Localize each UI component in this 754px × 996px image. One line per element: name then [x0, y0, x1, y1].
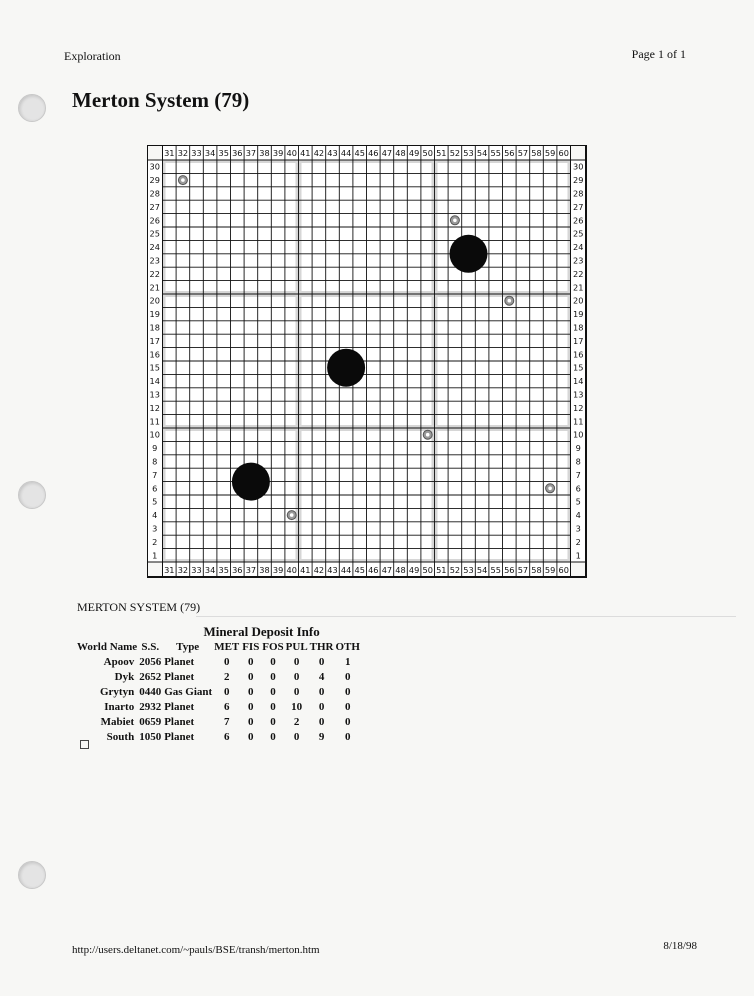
mineral-value-cell: 0: [344, 686, 351, 698]
mineral-value-cell: 0: [248, 671, 254, 683]
x-tick-label-top: 37: [245, 148, 257, 158]
y-tick-label-right: 30: [573, 161, 584, 172]
star-marker: [232, 463, 270, 501]
y-tick-label-right: 3: [575, 523, 581, 534]
divider: [196, 616, 736, 617]
world-type-cell: Planet: [164, 716, 195, 728]
y-tick-label-right: 25: [573, 228, 584, 239]
footer-url[interactable]: http://users.deltanet.com/~pauls/BSE/transh/merton.htm: [72, 944, 320, 956]
x-tick-label-top: 34: [204, 148, 216, 158]
mineral-value-cell: 10: [291, 701, 303, 713]
y-tick-label-right: 23: [573, 255, 584, 266]
star-system-cell: 1050: [139, 731, 162, 743]
y-tick-label-left: 8: [152, 456, 158, 467]
y-tick-label-right: 2: [575, 536, 581, 547]
mineral-value-cell: 0: [318, 656, 325, 668]
star-system-cell: 2932: [139, 701, 162, 713]
mineral-value-cell: 0: [344, 716, 351, 728]
x-tick-label-top: 48: [395, 148, 406, 158]
mineral-value-cell: 0: [270, 716, 276, 728]
y-tick-label-left: 17: [149, 335, 160, 346]
mineral-value-cell: 0: [248, 656, 254, 668]
system-map: [147, 145, 599, 580]
mineral-deposit-table: [76, 624, 361, 745]
x-tick-label-bottom: 36: [232, 565, 243, 575]
y-tick-label-left: 4: [152, 510, 158, 521]
mineral-table-row: [76, 700, 361, 715]
mineral-table-row: [76, 715, 361, 730]
y-tick-label-left: 28: [149, 188, 160, 199]
mineral-value-cell: 0: [248, 716, 254, 728]
star-system-cell: 2056: [139, 656, 162, 668]
y-tick-label-right: 29: [573, 175, 584, 186]
x-tick-label-bottom: 41: [300, 565, 311, 575]
y-tick-label-left: 18: [149, 322, 160, 333]
y-tick-label-right: 17: [573, 335, 584, 346]
mineral-value-cell: 1: [344, 656, 351, 668]
y-tick-label-left: 23: [149, 255, 160, 266]
y-tick-label-right: 20: [573, 295, 584, 306]
x-tick-label-bottom: 54: [476, 565, 488, 575]
x-tick-label-top: 35: [218, 148, 229, 158]
y-tick-label-right: 24: [573, 242, 584, 253]
binder-hole-bottom: [18, 861, 46, 889]
x-tick-label-top: 43: [327, 148, 338, 158]
mineral-value-cell: 0: [270, 731, 276, 743]
x-tick-label-top: 40: [286, 148, 297, 158]
x-tick-label-bottom: 40: [286, 565, 297, 575]
mineral-col-header: FIS: [242, 641, 260, 653]
y-tick-label-left: 25: [149, 228, 160, 239]
x-tick-label-top: 57: [517, 148, 529, 158]
y-tick-label-right: 16: [573, 349, 584, 360]
x-tick-label-top: 60: [558, 148, 569, 158]
y-tick-label-left: 29: [149, 175, 160, 186]
y-tick-label-right: 9: [575, 443, 581, 454]
x-tick-label-bottom: 43: [327, 565, 338, 575]
x-tick-label-bottom: 53: [463, 565, 474, 575]
footer-date: 8/18/98: [663, 940, 697, 952]
world-marker-center: [181, 178, 185, 182]
y-tick-label-left: 21: [149, 282, 160, 293]
mineral-value-cell: 0: [293, 731, 300, 743]
x-tick-label-top: 39: [272, 148, 284, 158]
y-tick-label-right: 5: [575, 496, 581, 507]
mineral-value-cell: 0: [318, 701, 325, 713]
x-tick-label-bottom: 48: [395, 565, 406, 575]
x-tick-label-top: 31: [164, 148, 175, 158]
y-tick-label-left: 20: [149, 295, 160, 306]
x-tick-label-bottom: 33: [191, 565, 202, 575]
world-name-cell: Apoov: [103, 656, 135, 668]
mineral-value-cell: 4: [318, 671, 325, 683]
y-tick-label-left: 19: [149, 309, 160, 320]
y-tick-label-right: 26: [573, 215, 584, 226]
y-tick-label-left: 7: [152, 469, 158, 480]
y-tick-label-right: 14: [573, 376, 584, 387]
mineral-col-header: FOS: [262, 641, 284, 653]
mineral-value-cell: 0: [248, 701, 254, 713]
x-tick-label-bottom: 51: [436, 565, 447, 575]
mineral-value-cell: 0: [270, 701, 276, 713]
y-tick-label-left: 14: [149, 376, 160, 387]
mineral-table-caption-row: [76, 624, 361, 640]
x-tick-label-bottom: 31: [164, 565, 175, 575]
binder-hole-middle: [18, 481, 46, 509]
y-tick-label-left: 3: [152, 523, 158, 534]
mineral-value-cell: 0: [248, 686, 254, 698]
x-tick-label-top: 59: [544, 148, 556, 158]
y-tick-label-right: 28: [573, 188, 584, 199]
y-tick-label-right: 11: [573, 416, 584, 427]
x-tick-label-bottom: 59: [544, 565, 556, 575]
world-marker-center: [548, 487, 552, 491]
page-title: Merton System (79): [72, 88, 250, 112]
x-tick-label-top: 46: [368, 148, 379, 158]
mineral-value-cell: 0: [270, 656, 276, 668]
mineral-value-cell: 0: [293, 671, 300, 683]
y-tick-label-right: 8: [575, 456, 581, 467]
y-tick-label-right: 1: [575, 550, 581, 561]
y-tick-label-right: 27: [573, 201, 584, 212]
y-tick-label-right: 7: [575, 469, 581, 480]
y-tick-label-right: 21: [573, 282, 584, 293]
mineral-col-header: Type: [176, 641, 200, 653]
mineral-value-cell: 0: [318, 716, 325, 728]
mineral-value-cell: 0: [270, 686, 276, 698]
mineral-table-row: [76, 685, 361, 700]
y-tick-label-left: 11: [149, 416, 160, 427]
mineral-value-cell: 6: [223, 731, 230, 743]
world-marker-center: [453, 219, 457, 223]
mineral-col-header: PUL: [285, 641, 308, 653]
world-type-cell: Planet: [164, 671, 195, 683]
y-tick-label-left: 27: [149, 201, 160, 212]
y-tick-label-left: 15: [149, 362, 160, 373]
y-tick-label-left: 12: [149, 402, 160, 413]
star-system-cell: 2652: [139, 671, 162, 683]
world-type-cell: Planet: [164, 701, 195, 713]
mineral-col-header: THR: [309, 641, 334, 653]
x-tick-label-top: 42: [313, 148, 325, 158]
x-tick-label-bottom: 46: [368, 565, 379, 575]
x-tick-label-top: 54: [476, 148, 488, 158]
world-type-cell: Planet: [164, 656, 195, 668]
star-system-cell: 0440: [139, 686, 162, 698]
x-tick-label-top: 36: [232, 148, 243, 158]
mineral-value-cell: 0: [223, 656, 230, 668]
y-tick-label-right: 19: [573, 309, 584, 320]
y-tick-label-left: 13: [149, 389, 160, 400]
world-name-cell: South: [106, 731, 135, 743]
x-tick-label-bottom: 38: [259, 565, 270, 575]
mineral-value-cell: 0: [293, 686, 300, 698]
mineral-value-cell: 0: [223, 686, 230, 698]
x-tick-label-bottom: 37: [245, 565, 257, 575]
x-tick-label-top: 49: [408, 148, 420, 158]
y-tick-label-left: 5: [152, 496, 158, 507]
x-tick-label-top: 45: [354, 148, 365, 158]
mineral-col-header: MET: [214, 641, 240, 653]
x-tick-label-top: 52: [449, 148, 461, 158]
x-tick-label-top: 53: [463, 148, 474, 158]
y-tick-label-left: 22: [149, 268, 160, 279]
x-tick-label-top: 50: [422, 148, 433, 158]
x-tick-label-bottom: 57: [517, 565, 529, 575]
y-tick-label-left: 16: [149, 349, 160, 360]
x-tick-label-bottom: 45: [354, 565, 365, 575]
y-tick-label-left: 10: [149, 429, 160, 440]
mineral-value-cell: 2: [223, 671, 230, 683]
y-tick-label-left: 6: [152, 483, 158, 494]
mineral-value-cell: 0: [344, 731, 351, 743]
y-tick-label-right: 15: [573, 362, 584, 373]
mineral-col-header: S.S.: [141, 641, 160, 653]
y-tick-label-right: 10: [573, 429, 584, 440]
x-tick-label-bottom: 50: [422, 565, 433, 575]
x-tick-label-top: 58: [531, 148, 542, 158]
y-tick-label-right: 13: [573, 389, 584, 400]
y-tick-label-right: 6: [575, 483, 581, 494]
world-marker-center: [508, 299, 512, 303]
mineral-value-cell: 9: [318, 731, 325, 743]
checkbox[interactable]: [80, 740, 89, 749]
mineral-value-cell: 0: [318, 686, 325, 698]
world-marker-center: [426, 433, 430, 437]
mineral-table-header: [76, 640, 361, 655]
y-tick-label-right: 12: [573, 402, 584, 413]
y-tick-label-left: 9: [152, 443, 158, 454]
x-tick-label-top: 38: [259, 148, 270, 158]
y-tick-label-left: 1: [152, 550, 158, 561]
binder-hole-top: [18, 94, 46, 122]
world-name-cell: Inarto: [104, 701, 135, 713]
mineral-value-cell: 6: [223, 701, 230, 713]
y-tick-label-left: 26: [149, 215, 160, 226]
mineral-value-cell: 0: [270, 671, 276, 683]
y-tick-label-left: 30: [149, 161, 160, 172]
x-tick-label-bottom: 35: [218, 565, 229, 575]
section-caption: MERTON SYSTEM (79): [77, 600, 201, 614]
mineral-table-caption: Mineral Deposit Info: [203, 624, 320, 639]
world-name-cell: Dyk: [114, 671, 135, 683]
world-name-cell: Grytyn: [99, 686, 135, 698]
x-tick-label-top: 56: [504, 148, 515, 158]
y-tick-label-right: 22: [573, 268, 584, 279]
x-tick-label-top: 47: [381, 148, 393, 158]
mineral-value-cell: 0: [248, 731, 254, 743]
x-tick-label-top: 51: [436, 148, 447, 158]
star-marker: [327, 349, 365, 387]
header-page-number: Page 1 of 1: [631, 47, 686, 61]
x-tick-label-bottom: 60: [558, 565, 569, 575]
star-marker: [450, 235, 488, 273]
x-tick-label-bottom: 44: [340, 565, 352, 575]
world-type-cell: Gas Giant: [164, 686, 213, 698]
y-tick-label-left: 24: [149, 242, 160, 253]
x-tick-label-bottom: 49: [408, 565, 420, 575]
y-tick-label-right: 18: [573, 322, 584, 333]
world-marker-center: [290, 513, 294, 517]
world-name-cell: Mabiet: [100, 716, 135, 728]
x-tick-label-bottom: 42: [313, 565, 325, 575]
y-tick-label-right: 4: [575, 510, 581, 521]
mineral-value-cell: 7: [223, 716, 230, 728]
x-tick-label-top: 32: [177, 148, 189, 158]
mineral-value-cell: 0: [293, 656, 300, 668]
x-tick-label-top: 55: [490, 148, 501, 158]
mineral-value-cell: 0: [344, 701, 351, 713]
x-tick-label-bottom: 39: [272, 565, 284, 575]
world-type-cell: Planet: [164, 731, 195, 743]
mineral-col-header: World Name: [77, 641, 138, 653]
x-tick-label-top: 33: [191, 148, 202, 158]
mineral-value-cell: 0: [344, 671, 351, 683]
mineral-table-row: [76, 655, 361, 670]
header-section-name: Exploration: [64, 49, 121, 63]
mineral-value-cell: 2: [293, 716, 300, 728]
star-system-cell: 0659: [139, 716, 162, 728]
x-tick-label-bottom: 52: [449, 565, 461, 575]
x-tick-label-bottom: 47: [381, 565, 393, 575]
x-tick-label-bottom: 56: [504, 565, 515, 575]
x-tick-label-bottom: 55: [490, 565, 501, 575]
x-tick-label-top: 41: [300, 148, 311, 158]
x-tick-label-bottom: 58: [531, 565, 542, 575]
y-tick-label-left: 2: [152, 536, 158, 547]
mineral-table-row: [76, 730, 361, 745]
x-tick-label-top: 44: [340, 148, 352, 158]
x-tick-label-bottom: 34: [204, 565, 216, 575]
x-tick-label-bottom: 32: [177, 565, 189, 575]
mineral-table-row: [76, 670, 361, 685]
mineral-col-header: OTH: [335, 641, 360, 653]
